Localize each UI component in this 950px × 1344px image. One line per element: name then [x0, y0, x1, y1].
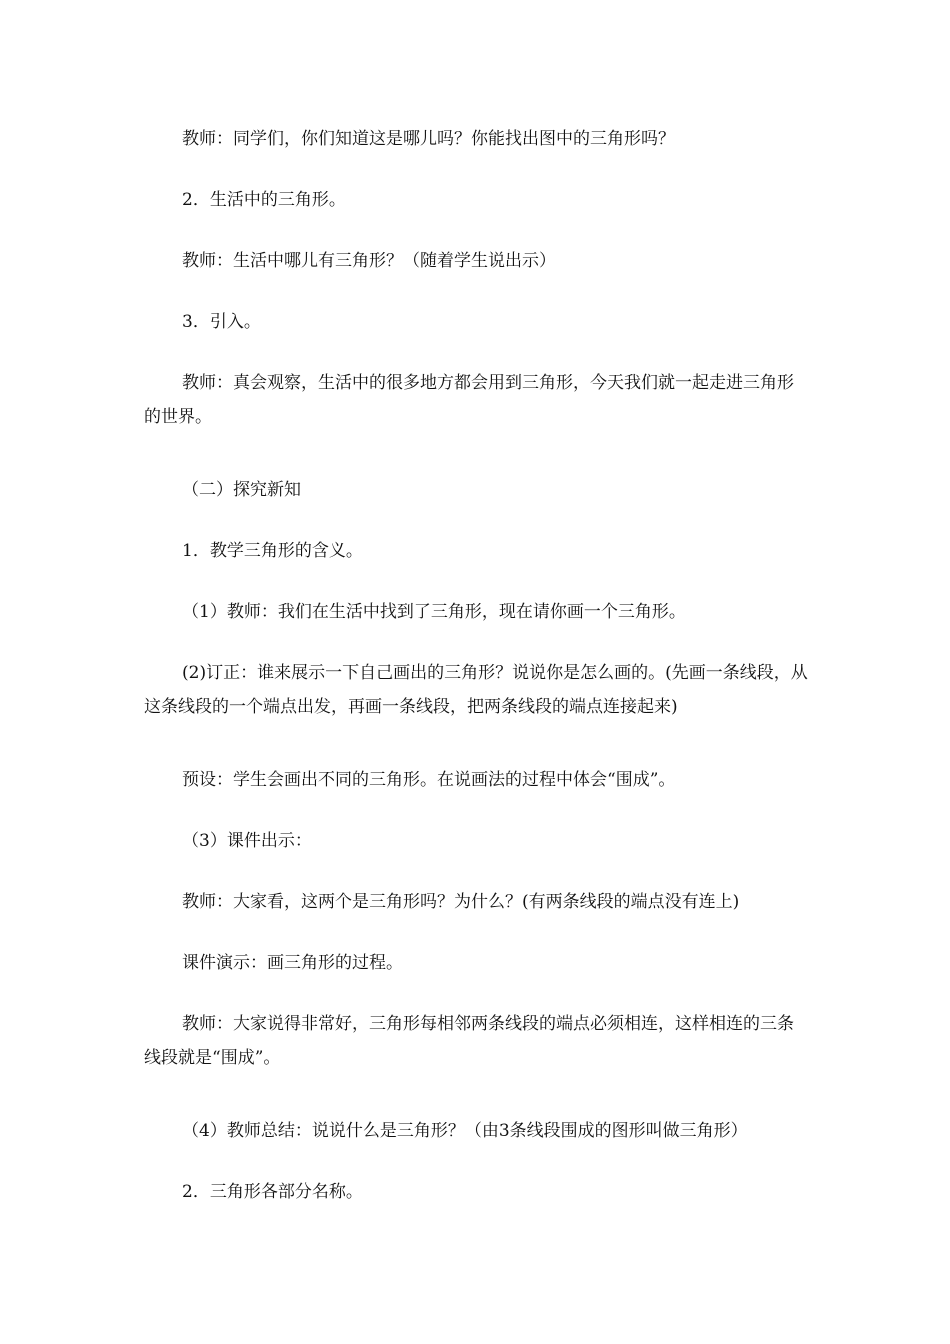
- paragraph-parts-names: 2．三角形各部分名称。: [182, 1182, 363, 1202]
- paragraph-introduction: 3．引入。: [182, 312, 261, 332]
- paragraph-teacher-summary: 教师：大家说得非常好，三角形每相邻两条线段的端点必须相连，这样相连的三条线段就是“围成”。: [144, 1014, 794, 1068]
- paragraph-teach-meaning: 1．教学三角形的含义。: [182, 541, 363, 561]
- paragraph-preset: 预设：学生会画出不同的三角形。在说画法的过程中体会“围成”。: [182, 770, 676, 790]
- paragraph-step-1: （1）教师：我们在生活中找到了三角形，现在请你画一个三角形。: [182, 602, 686, 622]
- paragraph-teacher-observe: 教师：真会观察，生活中的很多地方都会用到三角形，今天我们就一起走进三角形的世界。: [144, 373, 794, 427]
- paragraph-step-3: （3）课件出示：: [182, 831, 312, 851]
- paragraph-section-explore: （二）探究新知: [182, 480, 301, 500]
- paragraph-demo: 课件演示：画三角形的过程。: [182, 953, 403, 973]
- paragraph-triangles-in-life: 2．生活中的三角形。: [182, 190, 346, 210]
- paragraph-teacher-question: 教师：同学们，你们知道这是哪儿吗？你能找出图中的三角形吗？: [182, 129, 675, 149]
- paragraph-teacher-where: 教师：生活中哪儿有三角形？（随着学生说出示）: [182, 251, 556, 271]
- paragraph-step-4: （4）教师总结：说说什么是三角形？（由3条线段围成的图形叫做三角形）: [182, 1121, 748, 1141]
- paragraph-step-2: (2)订正：谁来展示一下自己画出的三角形？说说你是怎么画的。(先画一条线段，从这条线段的一个端点出发，再画一条线段，把两条线段的端点连接起来): [144, 663, 808, 717]
- paragraph-teacher-look: 教师：大家看，这两个是三角形吗？为什么？(有两条线段的端点没有连上): [182, 892, 740, 912]
